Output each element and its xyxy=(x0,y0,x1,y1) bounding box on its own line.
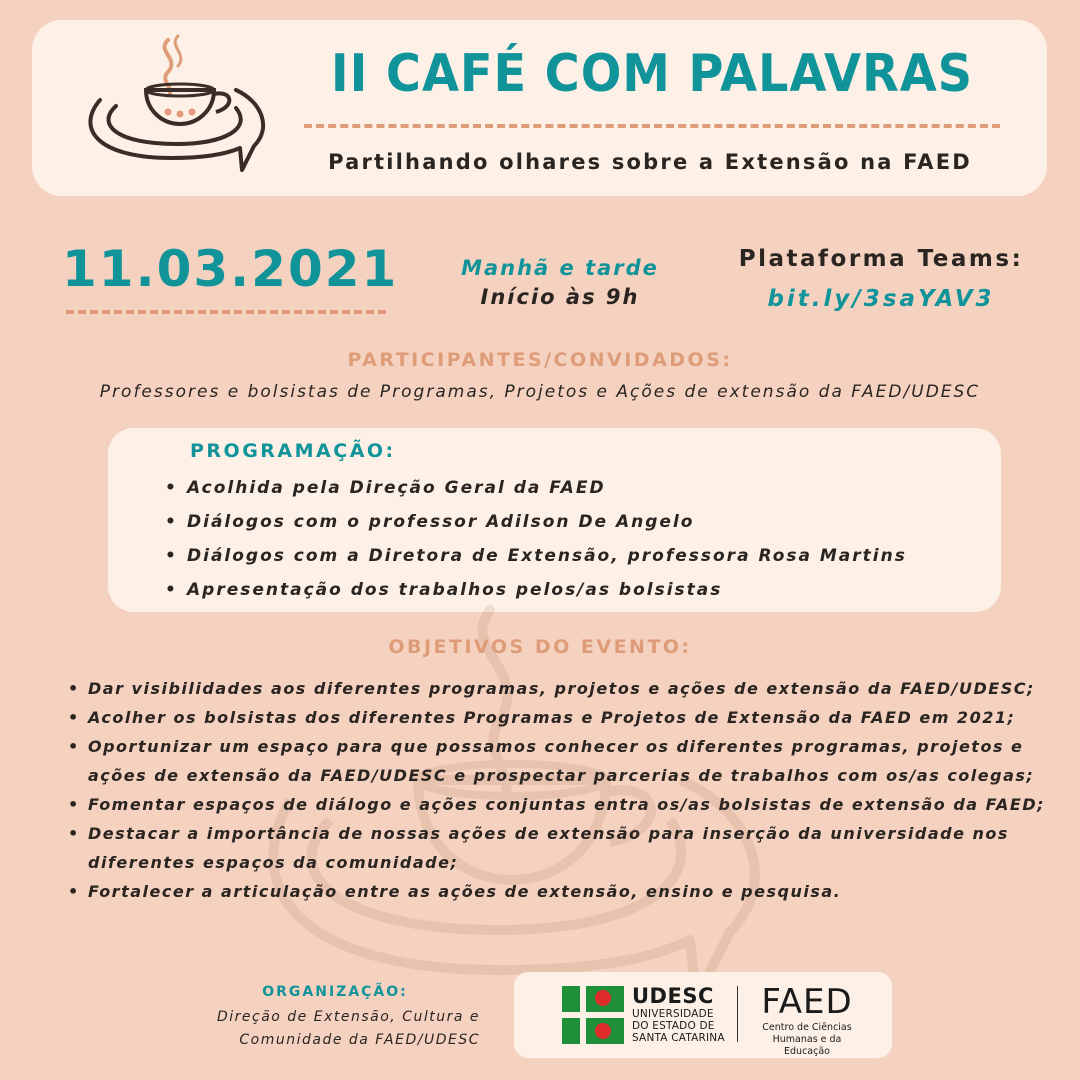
date-divider xyxy=(66,310,386,314)
coffee-cup-logo-icon xyxy=(76,28,266,178)
organization-text: Direção de Extensão, Cultura e Comunidade da FAED/UDESC xyxy=(216,1009,480,1048)
bullet-icon: • xyxy=(165,580,178,600)
bullet-icon: • xyxy=(165,478,178,498)
list-item: • Oportunizar um espaço para que possamos conhecer os diferentes programas, projetos e ações de extensão da FAED/UDESC e prospectar parcerias de trabalhos com os/as colegas; xyxy=(68,732,1058,790)
list-item: • Fomentar espaços de diálogo e ações conjuntas entra os/as bolsistas de extensão da FAED; xyxy=(68,790,1058,819)
bullet-icon: • xyxy=(165,546,178,566)
objectives-list xyxy=(68,674,1068,906)
bullet-icon: • xyxy=(68,882,80,901)
title-divider xyxy=(304,124,1000,128)
list-item: • Fortalecer a articulação entre as ações de extensão, ensino e pesquisa. xyxy=(68,877,1058,906)
list-item: • Acolher os bolsistas dos diferentes Programas e Projetos de Extensão da FAED em 2021; xyxy=(68,703,1058,732)
bullet-icon: • xyxy=(68,708,80,727)
logo-divider xyxy=(737,986,738,1042)
bullet-icon: • xyxy=(165,512,178,532)
faed-logo-subtitle: Centro de Ciências Humanas e da Educação xyxy=(762,1022,852,1057)
event-start-time: Início às 9h xyxy=(480,285,640,309)
objectives-heading: OBJETIVOS DO EVENTO: xyxy=(388,636,692,658)
list-item: • Apresentação dos trabalhos pelos/as bolsistas xyxy=(165,576,907,610)
program-heading: PROGRAMAÇÃO: xyxy=(190,440,396,462)
bullet-icon: • xyxy=(68,824,80,843)
list-item: • Diálogos com a Diretora de Extensão, professora Rosa Martins xyxy=(165,542,907,576)
event-period: Manhã e tarde xyxy=(461,256,659,280)
udesc-logo-icon xyxy=(562,986,624,1044)
bullet-icon: • xyxy=(68,795,80,814)
list-item: • Destacar a importância de nossas ações de extensão para inserção da universidade nos diferentes espaços da comunidade; xyxy=(68,819,1058,877)
udesc-logo-name: UDESC xyxy=(632,984,714,1008)
bullet-icon: • xyxy=(68,737,80,756)
udesc-logo-subtitle: UNIVERSIDADE DO ESTADO DE SANTA CATARINA xyxy=(632,1008,725,1044)
faed-logo-mark: FAED xyxy=(761,982,853,1022)
bullet-icon: • xyxy=(68,679,80,698)
list-item: • Diálogos com o professor Adilson De Angelo xyxy=(165,508,907,542)
page-subtitle: Partilhando olhares sobre a Extensão na FAED xyxy=(328,150,972,174)
event-date: 11.03.2021 xyxy=(62,240,399,298)
list-item: • Acolhida pela Direção Geral da FAED xyxy=(165,474,907,508)
participants-text: Professores e bolsistas de Programas, Projetos e Ações de extensão da FAED/UDESC xyxy=(99,382,981,402)
page-title: II CAFÉ COM PALAVRAS xyxy=(330,44,974,104)
platform-label: Plataforma Teams: xyxy=(738,246,1024,272)
participants-heading: PARTICIPANTES/CONVIDADOS: xyxy=(347,349,733,371)
organization-heading: ORGANIZAÇÃO: xyxy=(262,984,408,1000)
list-item: • Dar visibilidades aos diferentes programas, projetos e ações de extensão da FAED/UDESC; xyxy=(68,674,1058,703)
platform-link[interactable]: bit.ly/3saYAV3 xyxy=(767,286,995,312)
